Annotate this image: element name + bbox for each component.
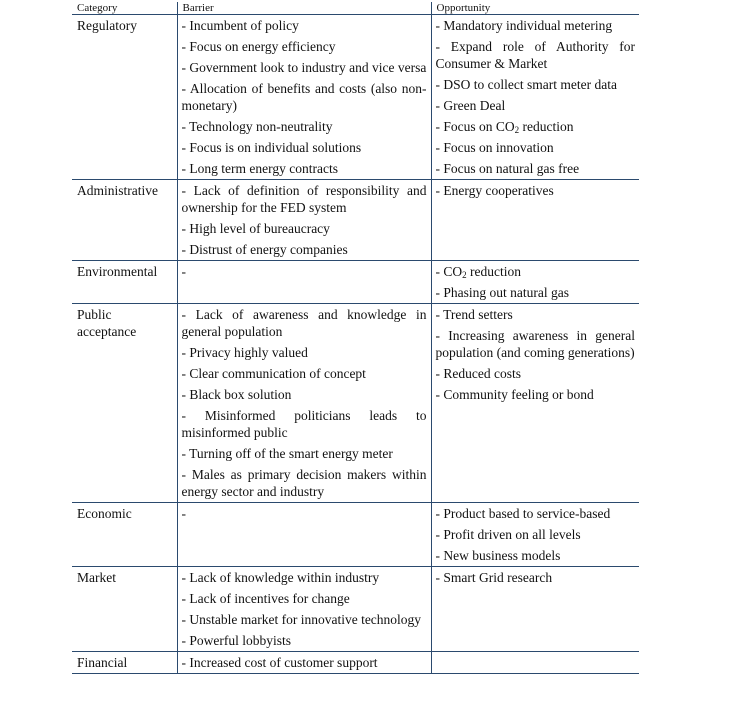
opportunity-item: - Community feeling or bond bbox=[435, 387, 594, 402]
opportunity-cell bbox=[431, 180, 639, 261]
barrier-item: - Clear communication of concept bbox=[181, 366, 366, 381]
barrier-item: - Unstable market for innovative technology bbox=[181, 612, 422, 627]
barrier-item: - Black box solution bbox=[181, 387, 292, 402]
table-row bbox=[72, 180, 639, 261]
category-cell: Regulatory bbox=[72, 15, 177, 180]
opportunity-item: - Increasing awareness in general population (and coming generations) bbox=[435, 328, 635, 360]
opportunity-item: - Mandatory individual metering bbox=[435, 18, 613, 33]
header-category: Category bbox=[72, 2, 177, 15]
opportunity-item: - Reduced costs bbox=[435, 366, 521, 381]
opportunity-cell bbox=[431, 652, 639, 674]
opportunity-cell bbox=[431, 15, 639, 180]
barrier-cell bbox=[177, 261, 431, 304]
barrier-item: - bbox=[181, 506, 186, 521]
opportunity-item: - Expand role of Authority for Consumer & Market bbox=[435, 39, 635, 71]
table-row bbox=[72, 652, 639, 674]
opportunity-item: - Smart Grid research bbox=[435, 570, 553, 585]
table-row bbox=[72, 15, 639, 180]
opportunity-item: - Product based to service-based bbox=[435, 506, 611, 521]
barrier-cell bbox=[177, 304, 431, 503]
opportunity-item: - Profit driven on all levels bbox=[435, 527, 581, 542]
opportunity-item: - Focus on natural gas free bbox=[435, 161, 580, 176]
barrier-item: - Privacy highly valued bbox=[181, 345, 308, 360]
table-body bbox=[72, 15, 639, 674]
opportunity-item: - Phasing out natural gas bbox=[435, 285, 569, 300]
category-cell: Environmental bbox=[72, 261, 177, 304]
table-row bbox=[72, 503, 639, 567]
barrier-item: - Powerful lobbyists bbox=[181, 633, 291, 648]
table-row bbox=[72, 304, 639, 503]
barrier-item: - Government look to industry and vice versa bbox=[181, 60, 427, 75]
opportunity-item: - Trend setters bbox=[435, 307, 513, 322]
opportunity-item-subscript: 2 bbox=[462, 270, 467, 280]
opportunity-item-text: - Focus on CO bbox=[435, 119, 515, 134]
barrier-item: - Lack of awareness and knowledge in general population bbox=[181, 307, 427, 339]
barrier-item: - Distrust of energy companies bbox=[181, 242, 348, 257]
opportunity-item-text: reduction bbox=[519, 119, 574, 134]
opportunity-item-text: reduction bbox=[466, 264, 521, 279]
opportunity-item bbox=[436, 118, 636, 135]
table-row bbox=[72, 567, 639, 652]
header-opportunity: Opportunity bbox=[431, 2, 639, 15]
barrier-item: - High level of bureaucracy bbox=[181, 221, 330, 236]
opportunity-item: - Focus on innovation bbox=[435, 140, 554, 155]
barrier-item: - Increased cost of customer support bbox=[181, 655, 378, 670]
barrier-cell bbox=[177, 503, 431, 567]
opportunity-item bbox=[436, 263, 636, 280]
category-cell: Administrative bbox=[72, 180, 177, 261]
barrier-item: - Lack of knowledge within industry bbox=[181, 570, 380, 585]
opportunity-cell bbox=[431, 567, 639, 652]
barrier-item: - Focus is on individual solutions bbox=[181, 140, 362, 155]
barrier-item: - Misinformed politicians leads to misinformed public bbox=[181, 408, 427, 440]
barrier-item: - Technology non-neutrality bbox=[181, 119, 333, 134]
barrier-item: - Lack of definition of responsibility and ownership for the FED system bbox=[181, 183, 427, 215]
opportunity-item: - New business models bbox=[435, 548, 561, 563]
opportunity-item: - Energy cooperatives bbox=[435, 183, 554, 198]
barrier-opportunity-table bbox=[72, 2, 639, 674]
opportunity-item-text: - CO bbox=[435, 264, 463, 279]
opportunity-item: - Green Deal bbox=[435, 98, 506, 113]
barrier-item: - Long term energy contracts bbox=[181, 161, 338, 176]
opportunity-cell bbox=[431, 503, 639, 567]
category-cell: Financial bbox=[72, 652, 177, 674]
barrier-cell bbox=[177, 567, 431, 652]
barrier-cell bbox=[177, 652, 431, 674]
barrier-item: - Incumbent of policy bbox=[181, 18, 299, 33]
category-cell: Economic bbox=[72, 503, 177, 567]
barrier-item: - Lack of incentives for change bbox=[181, 591, 350, 606]
opportunity-item: - DSO to collect smart meter data bbox=[435, 77, 617, 92]
category-cell: Public acceptance bbox=[72, 304, 177, 503]
barrier-cell bbox=[177, 15, 431, 180]
header-row bbox=[72, 2, 639, 15]
opportunity-cell bbox=[431, 261, 639, 304]
opportunity-item-subscript: 2 bbox=[514, 125, 520, 135]
barrier-cell bbox=[177, 180, 431, 261]
barrier-item: - bbox=[181, 264, 186, 279]
table-row bbox=[72, 261, 639, 304]
category-cell: Market bbox=[72, 567, 177, 652]
opportunity-cell bbox=[431, 304, 639, 503]
header-barrier: Barrier bbox=[177, 2, 431, 15]
barrier-item: - Allocation of benefits and costs (also non-monetary) bbox=[181, 81, 427, 113]
barrier-item: - Males as primary decision makers within energy sector and industry bbox=[181, 467, 427, 499]
barrier-item: - Focus on energy efficiency bbox=[181, 39, 336, 54]
barrier-item: - Turning off of the smart energy meter bbox=[181, 446, 393, 461]
